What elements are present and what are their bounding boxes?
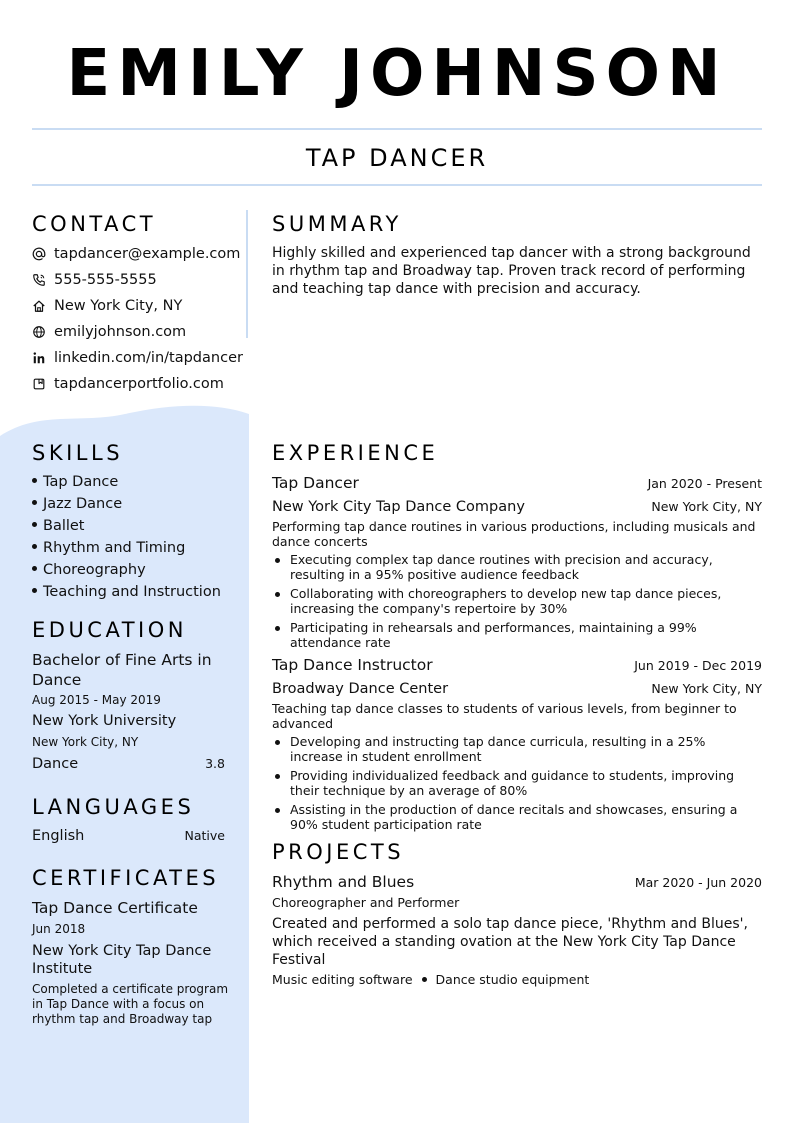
globe-icon xyxy=(32,325,46,339)
list-item: Executing complex tap dance routines with precision and accuracy, resulting in a 95% positive audience feedback xyxy=(272,552,762,582)
phone-icon xyxy=(32,273,46,287)
projects-heading: PROJECTS xyxy=(272,840,405,864)
experience-sub xyxy=(272,495,762,519)
job-location: New York City, NY xyxy=(651,681,762,696)
bullet-icon xyxy=(32,522,37,527)
job-location: New York City, NY xyxy=(651,499,762,514)
list-item: Participating in rehearsals and performances, maintaining a 99% attendance rate xyxy=(272,620,762,650)
contact-heading: CONTACT xyxy=(32,212,157,236)
summary-heading: SUMMARY xyxy=(272,212,402,236)
project-role: Choreographer and Performer xyxy=(272,895,460,910)
experience-head xyxy=(272,653,762,677)
project-name: Rhythm and Blues xyxy=(272,873,415,891)
skill-label: Teaching and Instruction xyxy=(43,584,221,600)
language-row xyxy=(32,826,225,846)
certificates-heading: CERTIFICATES xyxy=(32,866,220,890)
job-role: Tap Dancer xyxy=(272,474,359,492)
job-company: Broadway Dance Center xyxy=(272,681,449,697)
project-description: Created and performed a solo tap dance piece, 'Rhythm and Blues', which received a standing ovation at the New York City Tap Dance Festival xyxy=(272,916,748,968)
contact-location xyxy=(32,293,247,319)
job-description: Teaching tap dance classes to students of various levels, from beginner to advanced xyxy=(272,701,737,731)
certificate-description: Completed a certificate program in Tap Dance with a focus on rhythm tap and Broadway tap xyxy=(32,982,229,1026)
header-bottom-divider xyxy=(32,184,762,186)
job-dates: Jun 2019 - Dec 2019 xyxy=(634,658,762,673)
skills-list xyxy=(32,471,242,603)
contact-email[interactable] xyxy=(32,241,247,267)
job-dates: Jan 2020 - Present xyxy=(647,476,762,491)
experience-head xyxy=(272,471,762,495)
contact-phone[interactable] xyxy=(32,267,247,293)
contact-linkedin[interactable] xyxy=(32,345,247,371)
bullet-icon xyxy=(32,566,37,571)
linkedin-icon xyxy=(32,351,46,365)
skill-label: Tap Dance xyxy=(43,474,119,490)
certificate-date: Jun 2018 xyxy=(32,922,86,936)
project-entry xyxy=(272,870,762,989)
education-field-row xyxy=(32,752,225,776)
certificate-entry xyxy=(32,898,232,1027)
bullet-icon xyxy=(32,478,37,483)
bullet-icon xyxy=(32,500,37,505)
contact-website-text: emilyjohnson.com xyxy=(54,324,187,340)
experience-sub xyxy=(272,677,762,701)
language-name: English xyxy=(32,828,85,844)
experience-entry xyxy=(272,653,762,836)
contact-phone-text: 555-555-5555 xyxy=(54,272,157,288)
list-item xyxy=(32,559,242,581)
bullet-icon xyxy=(422,977,427,982)
project-dates: Mar 2020 - Jun 2020 xyxy=(634,875,762,890)
list-item xyxy=(32,537,242,559)
list-item: Developing and instructing tap dance curricula, resulting in a 25% increase in student enrollment xyxy=(272,734,762,764)
contact-linkedin-text: linkedin.com/in/tapdancer xyxy=(54,350,243,366)
project-tools xyxy=(272,971,762,989)
project-head xyxy=(272,870,762,894)
language-level: Native xyxy=(184,828,225,843)
education-gpa: 3.8 xyxy=(205,756,225,771)
home-icon xyxy=(32,299,46,313)
job-role: Tap Dance Instructor xyxy=(272,656,433,674)
experience-heading: EXPERIENCE xyxy=(272,441,439,465)
header-top-divider xyxy=(32,128,762,130)
job-description: Performing tap dance routines in various productions, including musicals and dance concerts xyxy=(272,519,756,549)
contact-email-text: tapdancer@example.com xyxy=(54,246,241,262)
experience-entry xyxy=(272,471,762,654)
contact-website[interactable] xyxy=(32,319,247,345)
at-icon xyxy=(32,247,46,261)
education-school: New York University xyxy=(32,713,177,729)
skill-label: Jazz Dance xyxy=(43,496,123,512)
list-item xyxy=(32,581,242,603)
contact-portfolio[interactable] xyxy=(32,371,247,397)
job-title: TAP DANCER xyxy=(305,144,489,172)
contact-location-text: New York City, NY xyxy=(54,298,183,314)
contact-list xyxy=(32,241,247,397)
list-item: Collaborating with choreographers to develop new tap dance pieces, increasing the company's repertoire by 30% xyxy=(272,586,762,616)
education-dates: Aug 2015 - May 2019 xyxy=(32,693,161,707)
skills-heading: SKILLS xyxy=(32,441,124,465)
list-item xyxy=(32,515,242,537)
education-heading: EDUCATION xyxy=(32,618,187,642)
list-item: Assisting in the production of dance recitals and showcases, ensuring a 90% student participation rate xyxy=(272,802,762,832)
job-bullets xyxy=(272,734,762,832)
education-location: New York City, NY xyxy=(32,735,139,749)
skill-label: Rhythm and Timing xyxy=(43,540,186,556)
summary-text: Highly skilled and experienced tap dancer with a strong background in rhythm tap and Broadway tap. Proven track record of performing and teaching tap dance with precision and accuracy. xyxy=(272,245,751,297)
bullet-icon xyxy=(32,588,37,593)
education-entry xyxy=(32,650,225,776)
portfolio-icon xyxy=(32,377,46,391)
education-degree: Bachelor of Fine Arts in Dance xyxy=(32,651,212,689)
skill-label: Ballet xyxy=(43,518,85,534)
job-bullets xyxy=(272,552,762,650)
bullet-icon xyxy=(32,544,37,549)
list-item xyxy=(32,471,242,493)
project-tool: Dance studio equipment xyxy=(435,972,590,987)
candidate-name: EMILY JOHNSON xyxy=(66,37,728,111)
education-field: Dance xyxy=(32,756,79,772)
job-company: New York City Tap Dance Company xyxy=(272,499,525,515)
list-item xyxy=(32,493,242,515)
contact-portfolio-text: tapdancerportfolio.com xyxy=(54,376,224,392)
list-item: Providing individualized feedback and guidance to students, improving their technique by an average of 80% xyxy=(272,768,762,798)
languages-heading: LANGUAGES xyxy=(32,795,195,819)
project-tool: Music editing software xyxy=(272,972,413,987)
certificate-name: Tap Dance Certificate xyxy=(32,899,198,917)
certificate-issuer: New York City Tap Dance Institute xyxy=(32,943,212,977)
skill-label: Choreography xyxy=(43,562,146,578)
